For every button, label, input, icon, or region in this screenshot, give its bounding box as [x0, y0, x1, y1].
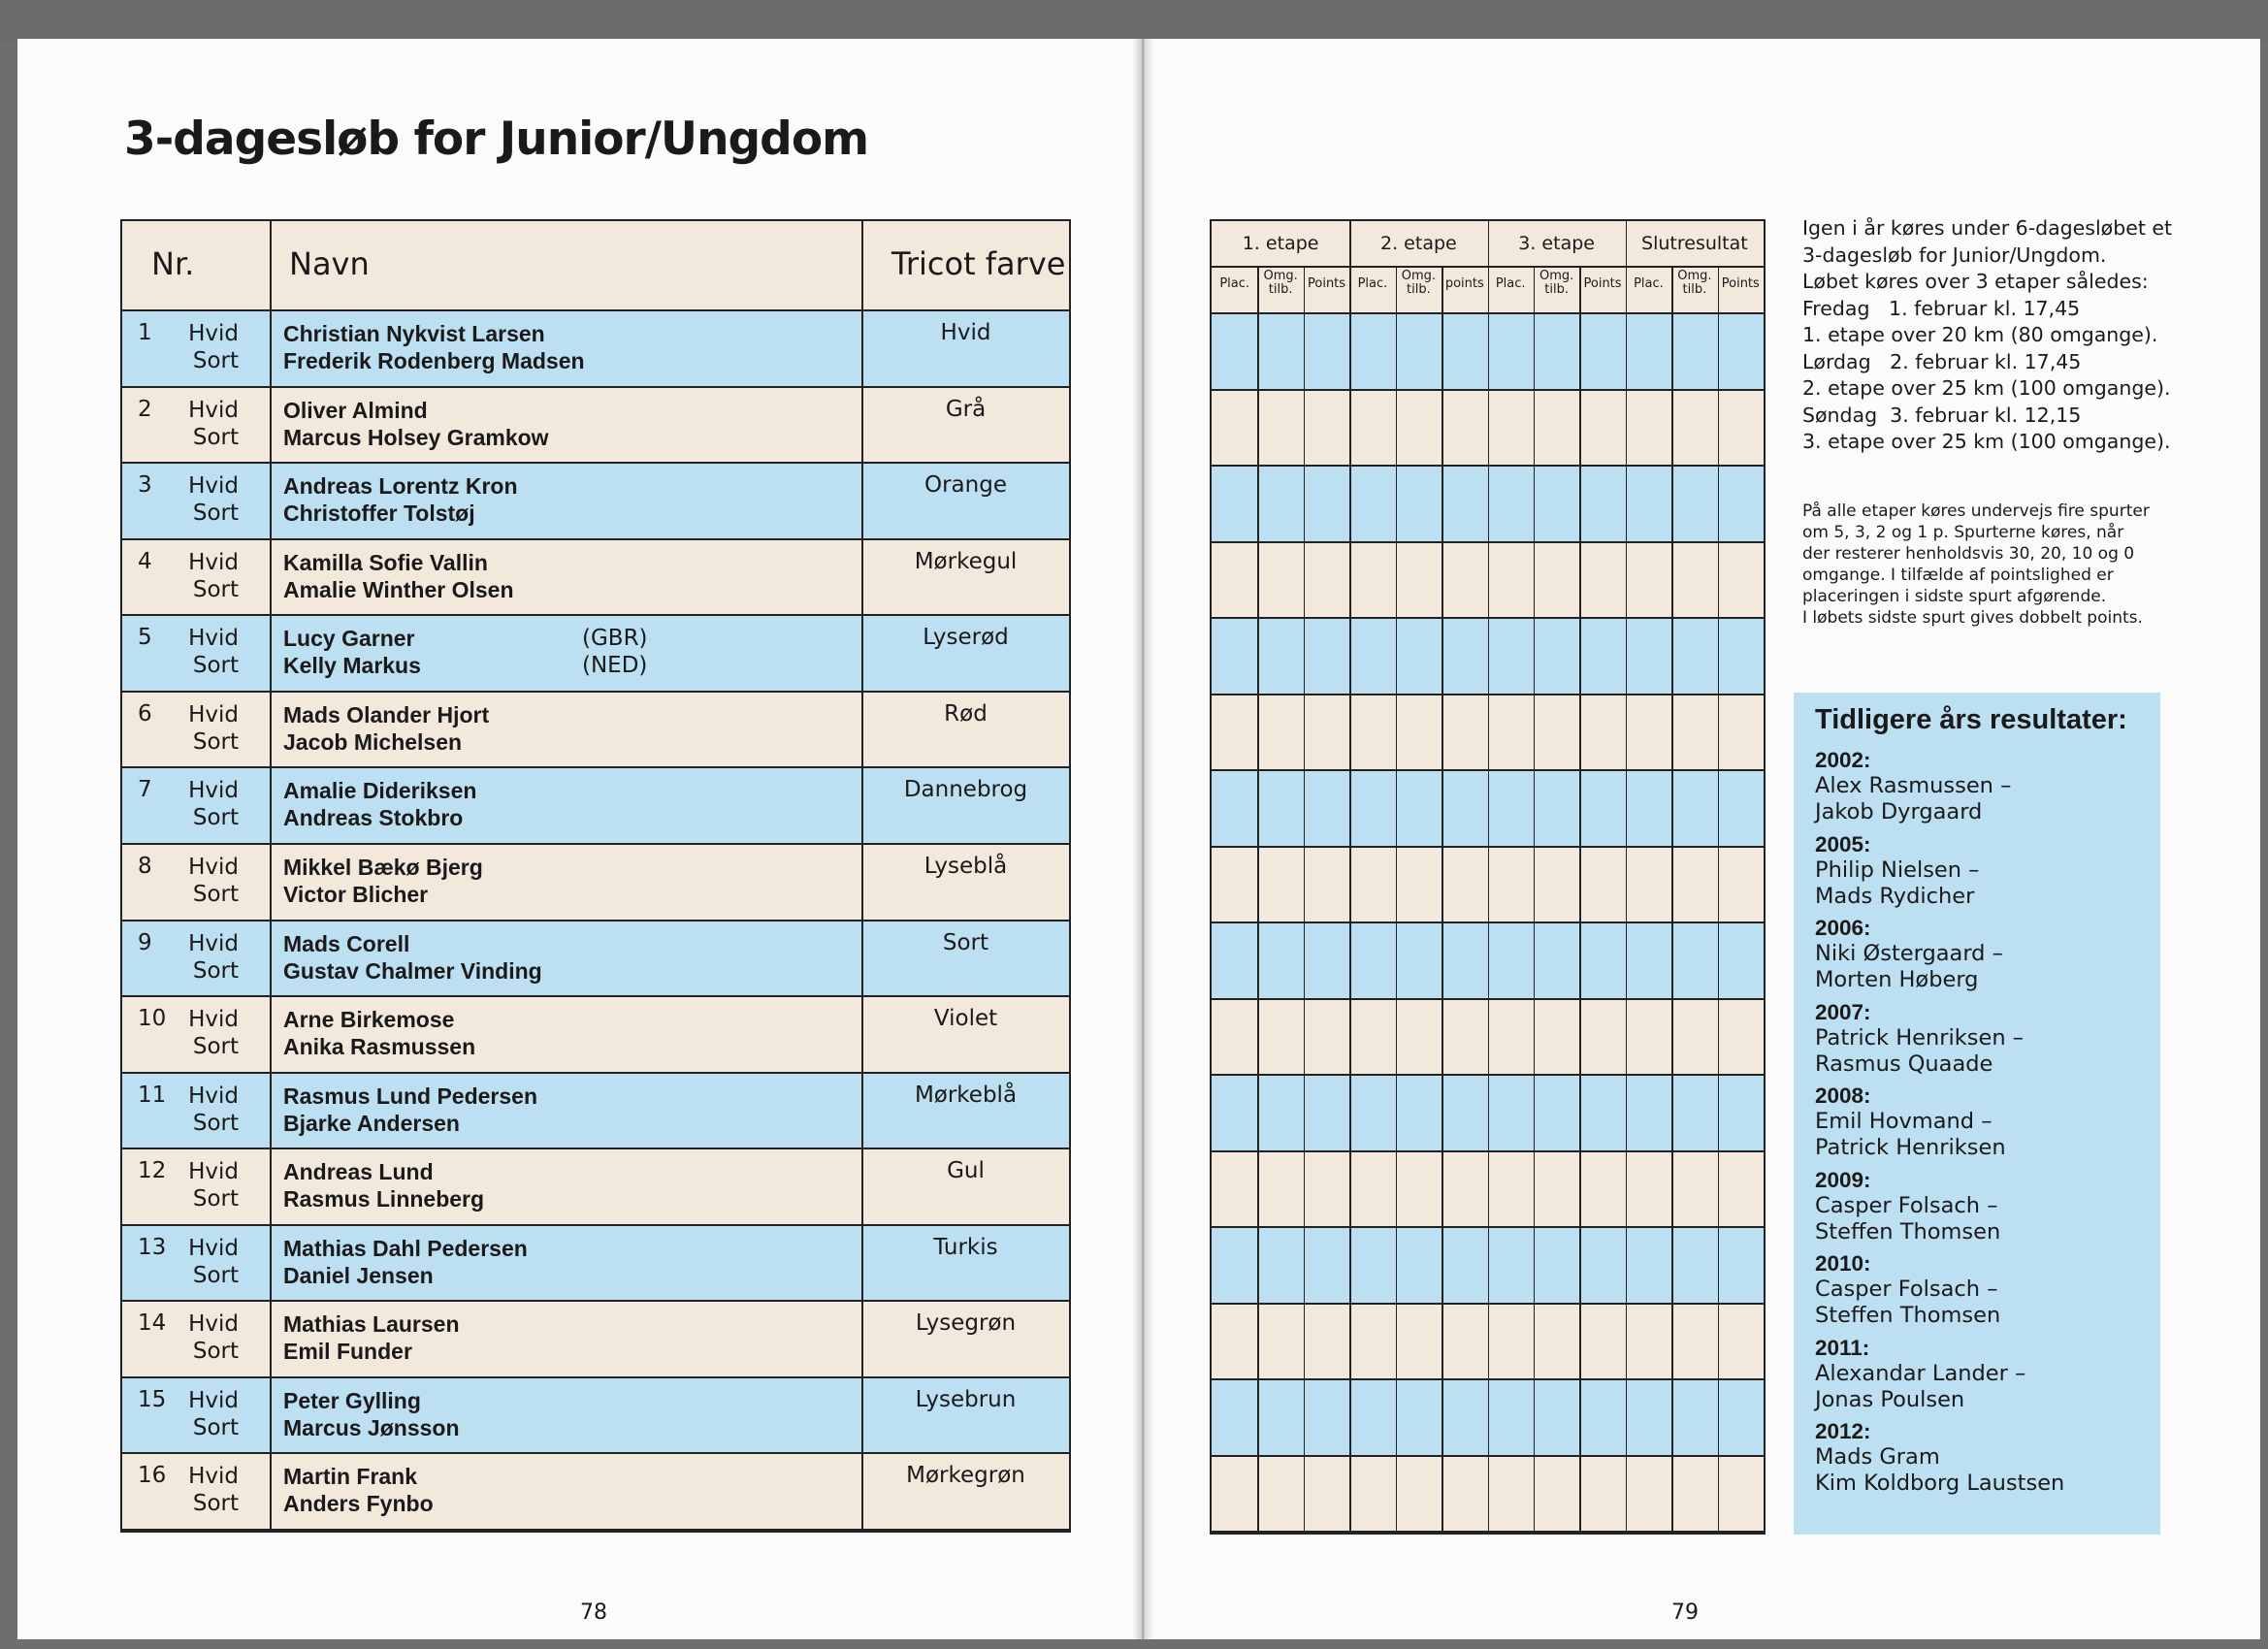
roster-row	[122, 540, 1069, 617]
roster-row	[122, 1074, 1069, 1150]
grid-divider	[1626, 221, 1628, 1533]
result-winner-1: Niki Østergaard –	[1815, 941, 2003, 966]
rider-names: Lucy Garner Kelly Markus	[283, 626, 421, 679]
sub-column-header: Omg. tilb.	[1677, 269, 1712, 297]
previous-result-entry	[1815, 1167, 2000, 1245]
tricot-color: Lyserød	[923, 625, 1009, 651]
previous-result-entry	[1815, 1418, 2064, 1497]
roster-row	[122, 616, 1069, 693]
rider-names: Mads Corell Gustav Chalmer Vinding	[283, 930, 542, 984]
result-winner-2: Mads Rydicher	[1815, 883, 1975, 909]
header-navn: Navn	[289, 245, 370, 282]
rider-names: Kamilla Sofie Vallin Amalie Winther Olsen	[283, 549, 514, 602]
rider-number: 9	[138, 929, 152, 955]
result-year: 2002:	[1815, 748, 1871, 772]
result-year: 2010:	[1815, 1251, 1871, 1276]
intro-line: Søndag 3. februar kl. 12,15	[1802, 403, 2082, 427]
note-line: om 5, 3, 2 og 1 p. Spurterne køres, når	[1802, 523, 2124, 542]
note-line: På alle etaper køres undervejs fire spurter	[1802, 501, 2150, 521]
rider-number: 3	[138, 472, 152, 499]
stage-header: Slutresultat	[1641, 233, 1748, 254]
result-year: 2005:	[1815, 831, 1871, 857]
previous-result-entry	[1815, 831, 1979, 910]
roster-header-row	[122, 221, 1069, 311]
grid-divider	[1579, 266, 1581, 1533]
hvid-sort-label: Hvid Sort	[188, 626, 239, 679]
rider-names: Rasmus Lund Pedersen Bjarke Andersen	[283, 1083, 538, 1136]
result-winner-1: Patrick Henriksen –	[1815, 1024, 2025, 1051]
hvid-sort-label: Hvid Sort	[188, 1007, 239, 1060]
intro-line: Lørdag 2. februar kl. 17,45	[1802, 349, 2082, 373]
hvid-sort-label: Hvid Sort	[188, 701, 239, 755]
rider-names: Andreas Lorentz Kron Christoffer Tolstøj	[283, 473, 518, 527]
rider-names: Mathias Dahl Pedersen Daniel Jensen	[283, 1235, 528, 1288]
result-year: 2011:	[1815, 1335, 1870, 1360]
intro-line: Igen i år køres under 6-dagesløbet et	[1802, 216, 2173, 240]
tricot-color: Orange	[924, 472, 1007, 499]
result-year: 2009:	[1815, 1167, 1871, 1192]
tricot-color: Hvid	[940, 320, 991, 345]
roster-row	[122, 845, 1069, 922]
previous-result-entry	[1815, 747, 2011, 825]
rider-number: 10	[138, 1006, 167, 1032]
tricot-color: Grå	[945, 396, 987, 422]
result-year: 2007:	[1815, 999, 1871, 1024]
sub-column-header: Omg. tilb.	[1263, 269, 1298, 297]
note-line: I løbets sidste spurt gives dobbelt points.	[1802, 608, 2143, 628]
grid-divider	[1349, 221, 1351, 1533]
roster-row	[122, 1454, 1069, 1531]
tricot-color: Turkis	[933, 1234, 998, 1260]
stage-header: 2. etape	[1380, 233, 1457, 254]
rider-names: Mikkel Bækø Bjerg Victor Blicher	[283, 854, 483, 907]
sub-column-header: Plac.	[1495, 276, 1526, 291]
intro-line: 3. etape over 25 km (100 omgange).	[1802, 430, 2171, 453]
stage-header: 3. etape	[1518, 233, 1595, 254]
rider-number: 12	[138, 1158, 167, 1184]
rider-names: Andreas Lund Rasmus Linneberg	[283, 1159, 485, 1212]
roster-row	[122, 1149, 1069, 1226]
hvid-sort-label: Hvid Sort	[188, 473, 239, 527]
sub-column-header: Points	[1583, 276, 1622, 291]
note-line: placeringen i sidste spurt afgørende.	[1802, 587, 2107, 606]
sub-column-header: Plac.	[1357, 276, 1388, 291]
column-divider	[861, 221, 863, 1531]
sub-column-header: Plac.	[1219, 276, 1250, 291]
result-winner-2: Steffen Thomsen	[1815, 1303, 2001, 1328]
intro-line: Løbet køres over 3 etaper således:	[1802, 270, 2149, 293]
sub-column-header: Omg. tilb.	[1401, 269, 1436, 297]
result-winner-1: Mads Gram	[1815, 1444, 1940, 1470]
previous-result-entry	[1815, 1083, 2006, 1161]
tricot-color: Lysegrøn	[915, 1310, 1017, 1337]
rider-nationality: (GBR) (NED)	[582, 626, 648, 679]
previous-result-entry	[1815, 999, 2024, 1078]
hvid-sort-label: Hvid Sort	[188, 930, 239, 984]
tricot-color: Dannebrog	[903, 777, 1028, 803]
tricot-color: Gul	[947, 1158, 985, 1184]
hvid-sort-label: Hvid Sort	[188, 1387, 239, 1440]
roster-row	[122, 1302, 1069, 1378]
intro-text	[1802, 215, 2210, 456]
roster-row	[122, 1378, 1069, 1455]
rider-names: Arne Birkemose Anika Rasmussen	[283, 1007, 476, 1060]
grid-divider	[1257, 266, 1259, 1533]
result-winner-1: Casper Folsach –	[1815, 1277, 1998, 1302]
tricot-color: Sort	[942, 929, 989, 955]
grid-divider	[1396, 266, 1398, 1533]
hvid-sort-label: Hvid Sort	[188, 1235, 239, 1288]
roster-row	[122, 997, 1069, 1074]
tricot-color: Rød	[944, 700, 988, 727]
scan-background	[0, 0, 2268, 41]
page-title: 3-dagesløb for Junior/Ungdom	[124, 113, 869, 166]
note-line: omgange. I tilfælde af pointslighed er	[1802, 566, 2114, 585]
rider-names: Mads Olander Hjort Jacob Michelsen	[283, 701, 490, 755]
note-line: der resterer henholdsvis 30, 20, 10 og 0	[1802, 544, 2135, 564]
roster-row	[122, 388, 1069, 465]
tricot-color: Mørkegrøn	[906, 1463, 1025, 1489]
rider-names: Mathias Laursen Emil Funder	[283, 1311, 460, 1365]
rider-number: 8	[138, 853, 152, 879]
previous-result-entry	[1815, 1250, 2000, 1329]
rider-number: 11	[138, 1082, 167, 1108]
header-tricot: Tricot farve	[891, 245, 1066, 282]
tricot-color: Mørkeblå	[914, 1082, 1018, 1108]
grid-divider	[1488, 221, 1490, 1533]
sub-column-header: Plac.	[1634, 276, 1664, 291]
page-number-right: 79	[1671, 1600, 1699, 1625]
roster-table	[120, 219, 1071, 1533]
result-winner-2: Patrick Henriksen	[1815, 1135, 2006, 1160]
result-year: 2008:	[1815, 1083, 1871, 1108]
previous-result-entry	[1815, 1335, 2025, 1413]
previous-results-box	[1794, 693, 2160, 1535]
previous-results-title: Tidligere års resultater:	[1815, 704, 2127, 735]
grid-divider	[1534, 266, 1536, 1533]
sub-column-header: Points	[1721, 276, 1760, 291]
tricot-color: Lysebrun	[915, 1386, 1017, 1412]
result-winner-1: Alexandar Lander –	[1815, 1360, 2026, 1386]
tricot-color: Lyseblå	[923, 853, 1008, 879]
result-winner-2: Jonas Poulsen	[1815, 1386, 1965, 1412]
roster-row	[122, 311, 1069, 388]
rider-number: 5	[138, 625, 152, 651]
grid-divider	[1212, 266, 1764, 268]
rider-number: 13	[138, 1234, 167, 1260]
result-winner-1: Casper Folsach –	[1815, 1192, 1998, 1218]
rider-names: Christian Nykvist Larsen Frederik Rodenberg Madsen	[283, 321, 585, 373]
result-winner-2: Steffen Thomsen	[1815, 1218, 2001, 1245]
grid-divider	[1671, 266, 1673, 1533]
hvid-sort-label: Hvid Sort	[188, 1159, 239, 1212]
grid-divider	[1304, 266, 1306, 1533]
result-winner-2: Morten Høberg	[1815, 967, 1979, 992]
result-winner-2: Kim Koldborg Laustsen	[1815, 1471, 2065, 1496]
intro-line: Fredag 1. februar kl. 17,45	[1802, 296, 2081, 320]
column-divider	[270, 221, 272, 1531]
rider-number: 6	[138, 700, 152, 727]
grid-divider	[1442, 266, 1443, 1533]
result-winner-2: Rasmus Quaade	[1815, 1051, 1993, 1077]
hvid-sort-label: Hvid Sort	[188, 1311, 239, 1365]
roster-row	[122, 693, 1069, 769]
header-nr: Nr.	[151, 245, 195, 282]
rider-names: Martin Frank Anders Fynbo	[283, 1464, 434, 1517]
roster-row	[122, 768, 1069, 845]
rider-number: 7	[138, 777, 152, 803]
roster-row	[122, 1226, 1069, 1303]
sub-column-header: points	[1444, 276, 1484, 291]
rider-number: 15	[138, 1386, 167, 1412]
hvid-sort-label: Hvid Sort	[188, 397, 239, 450]
result-winner-1: Philip Nielsen –	[1815, 857, 1980, 883]
rider-names: Oliver Almind Marcus Holsey Gramkow	[283, 397, 549, 450]
result-winner-2: Jakob Dyrgaard	[1815, 799, 1983, 824]
sprint-note	[1802, 501, 2171, 629]
book-gutter	[1133, 39, 1152, 1639]
result-year: 2006:	[1815, 916, 1871, 940]
result-year: 2012:	[1815, 1419, 1871, 1443]
hvid-sort-label: Hvid Sort	[188, 854, 239, 907]
stage-header: 1. etape	[1242, 233, 1319, 254]
rider-names: Peter Gylling Marcus Jønsson	[283, 1387, 460, 1440]
intro-line: 3-dagesløb for Junior/Ungdom.	[1802, 242, 2107, 267]
rider-number: 14	[138, 1310, 167, 1337]
intro-line: 1. etape over 20 km (80 omgange).	[1802, 323, 2158, 346]
hvid-sort-label: Hvid Sort	[188, 549, 239, 602]
tricot-color: Mørkegul	[914, 548, 1018, 574]
rider-names: Amalie Dideriksen Andreas Stokbro	[283, 778, 477, 831]
tricot-color: Violet	[933, 1006, 998, 1032]
grid-divider	[1718, 266, 1720, 1533]
results-grid	[1210, 219, 1766, 1535]
sub-column-header: Points	[1308, 276, 1346, 291]
hvid-sort-label: Hvid Sort	[188, 1083, 239, 1136]
intro-line: 2. etape over 25 km (100 omgange).	[1802, 376, 2171, 400]
roster-row	[122, 464, 1069, 540]
hvid-sort-label: Hvid Sort	[188, 321, 239, 373]
rider-number: 1	[138, 320, 152, 345]
hvid-sort-label: Hvid Sort	[188, 1464, 239, 1517]
rider-number: 16	[138, 1463, 167, 1489]
hvid-sort-label: Hvid Sort	[188, 778, 239, 831]
page-number-left: 78	[580, 1600, 607, 1625]
roster-row	[122, 922, 1069, 998]
rider-number: 4	[138, 548, 152, 574]
sub-column-header: Omg. tilb.	[1539, 269, 1574, 297]
rider-number: 2	[138, 396, 152, 422]
result-winner-1: Emil Hovmand –	[1815, 1109, 1993, 1134]
result-winner-1: Alex Rasmussen –	[1815, 773, 2012, 798]
previous-result-entry	[1815, 915, 2003, 993]
